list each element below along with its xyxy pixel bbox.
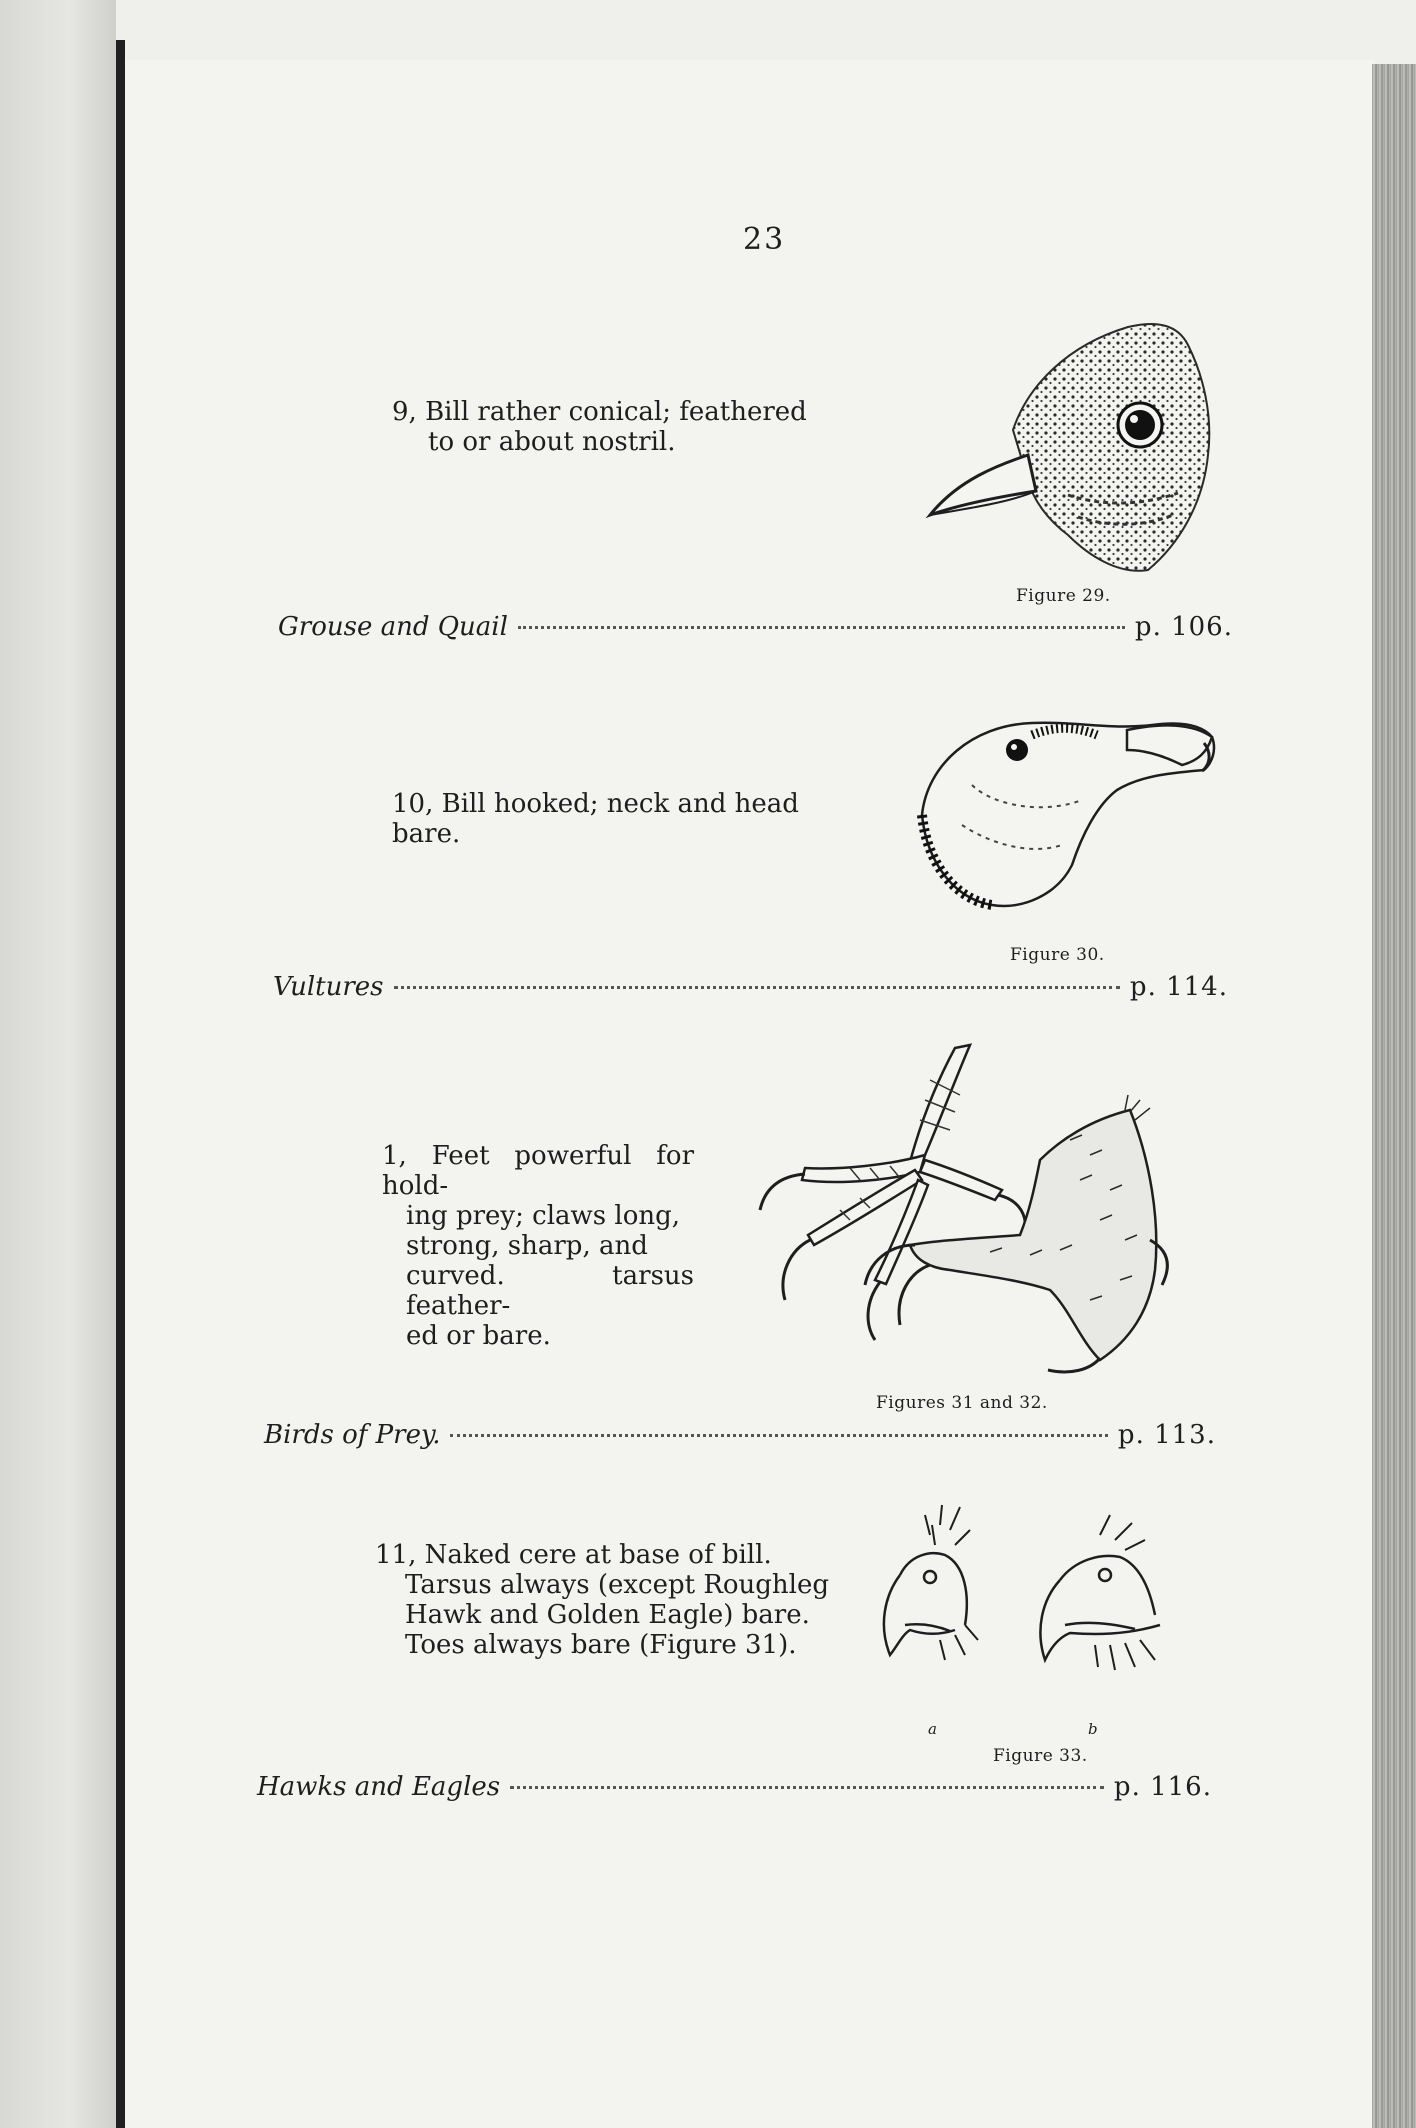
key-entry-1 [382, 1141, 694, 1351]
index-line-hawks-and-eagles [257, 1772, 1212, 1806]
key-text-line: ing prey; claws long, [406, 1201, 681, 1231]
index-name: Hawks and Eagles [257, 1772, 501, 1802]
key-text-line: strong, sharp, and [406, 1231, 648, 1261]
key-text-line: Bill hooked; neck and head bare. [392, 789, 799, 849]
index-name: Birds of Prey. [264, 1420, 441, 1450]
key-entry-11 [375, 1540, 835, 1660]
key-entry-10 [392, 789, 872, 849]
index-line-vultures [273, 972, 1228, 1006]
key-text-line: curved. tarsus feather- [406, 1261, 694, 1321]
page-edge-stack [1372, 64, 1416, 2128]
figure-caption: Figure 30. [1010, 945, 1105, 965]
key-text-line: Hawk and Golden Eagle) bare. [405, 1600, 810, 1630]
left-page-margin [0, 0, 116, 2128]
index-line-grouse-and-quail [278, 612, 1233, 646]
index-name: Grouse and Quail [278, 612, 508, 642]
key-number: 10, [392, 789, 434, 819]
key-text-line: Bill rather conical; feathered [425, 397, 807, 427]
key-entry-9 [392, 397, 832, 457]
raptor-feet-icon [730, 1040, 1210, 1380]
figure-caption: Figures 31 and 32. [876, 1393, 1048, 1413]
index-page: p. 114. [1129, 972, 1228, 1002]
page-number: 23 [743, 222, 786, 257]
index-line-birds-of-prey [264, 1420, 1216, 1454]
hawk-heads-icon [870, 1495, 1190, 1695]
key-number: 1, [382, 1141, 407, 1171]
index-page: p. 116. [1113, 1772, 1212, 1802]
key-text-line: Toes always bare (Figure 31). [405, 1630, 797, 1660]
key-text-line: ed or bare. [406, 1321, 551, 1351]
figure-sublabel-a: a [928, 1720, 937, 1738]
key-text-line: Tarsus always (except Roughleg [405, 1570, 830, 1600]
figure-sublabel-b: b [1088, 1720, 1098, 1738]
dot-leader [394, 986, 1120, 989]
figure-caption: Figure 29. [1016, 586, 1111, 606]
figure-caption: Figure 33. [993, 1746, 1088, 1766]
index-page: p. 106. [1134, 612, 1233, 642]
grouse-head-icon [918, 305, 1228, 585]
vulture-head-icon [912, 695, 1222, 920]
key-text-line: Feet powerful for hold- [382, 1141, 695, 1201]
dot-leader [518, 626, 1125, 629]
index-page: p. 113. [1117, 1420, 1216, 1450]
key-number: 9, [392, 397, 417, 427]
key-number: 11, [375, 1540, 417, 1570]
key-text-line: to or about nostril. [428, 427, 676, 457]
dot-leader [510, 1786, 1104, 1789]
book-gutter [116, 40, 125, 2128]
key-text-line: Naked cere at base of bill. [424, 1540, 772, 1570]
dot-leader [450, 1434, 1107, 1437]
index-name: Vultures [273, 972, 384, 1002]
